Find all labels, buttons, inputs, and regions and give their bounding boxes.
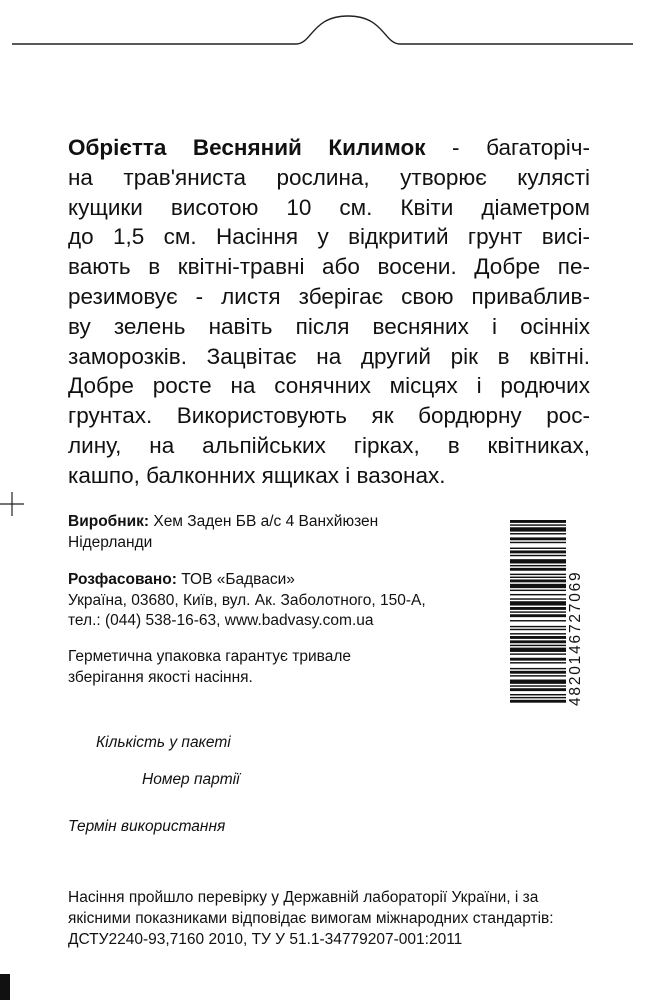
barcode-bar [510,688,566,691]
product-description [68,133,590,491]
description-line: грунтах. Використовують як бордюрну рос- [68,403,590,429]
barcode-bar [510,675,566,676]
barcode-bar [510,559,566,563]
certification-text: Насіння пройшло перевірку у Державній лабораторії України, і за якісними показниками відповідає вимогам міжнародних стандартів: ДСТУ2240-93,7160 2010, ТУ У 51.1-34779207-001:2011 [68,889,554,948]
description-first-line: Обрієтта Весняний Килимок - багаторіч- [68,135,590,160]
barcode-bar [510,590,566,591]
barcode-bar [510,584,566,588]
barcode-bar [510,607,566,610]
barcode-bar [510,555,566,556]
packaging-note: Герметична упаковка гарантує тривале зберігання якості насіння. [68,648,351,686]
barcode-bar [510,645,566,646]
barcode-bar [510,577,566,578]
quantity-field-label: Кількість у пакеті [96,734,231,751]
expiry-label: Термін використання [68,818,226,835]
packer-company: ТОВ «Бадваси» [176,571,295,588]
barcode-bar [510,636,566,639]
description-line: на трав'яниста рослина, утворює кулясті [68,164,590,190]
barcode-bar [510,533,566,534]
barcode-bar [510,542,566,543]
barcode-bar [510,658,566,661]
description-line: Добре росте на сонячних місцях і родючих [68,373,590,399]
description-line: кущики висотою 10 см. Квіти діаметром [68,194,590,220]
description-line: вають в квітні-травні або восени. Добре пе- [68,254,590,280]
packer-address: Україна, 03680, Київ, вул. Ак. Заболотного, 150-А, [68,591,426,609]
barcode-bars [510,520,566,703]
description-line: заморозків. Зацвітає на другий рік в квітні. [68,343,590,369]
barcode-digits: 4820146727069 [567,570,584,706]
producer-label: Виробник: [68,513,150,530]
packer-info [68,570,426,632]
barcode-bar [510,694,566,695]
barcode-bar [510,653,566,654]
barcode-bar [510,685,566,686]
barcode-bar [510,520,566,523]
description-line: резимовує - листя зберігає свою приваблив- [68,283,590,309]
description-line: кашпо, балконних ящиках і вазонах. [68,462,446,488]
registration-mark [0,492,24,516]
barcode-bar [510,671,566,674]
barcode-bar [510,524,566,525]
barcode-bar [510,537,566,540]
barcode-bar [510,680,566,684]
barcode-bar [510,611,566,612]
barcode-bar [510,668,566,669]
barcode-bar [510,633,566,634]
barcode-bar [510,700,566,703]
barcode-bar [510,574,566,575]
packer-contacts: тел.: (044) 538-16-63, www.badvasy.com.ua [68,612,374,629]
product-title: Обрієтта Весняний Килимок [68,135,426,160]
barcode-bar [510,614,566,617]
barcode-bar [510,626,566,627]
corner-mark [0,974,10,1000]
barcode [510,516,590,706]
barcode-bar [510,598,566,599]
producer-country: Нідерланди [68,533,153,551]
producer-info [68,512,378,553]
barcode-bar [510,548,566,549]
barcode-bar [510,579,566,582]
description-line: ву зелень навіть після весняних і осінніх [68,313,590,339]
description-line: до 1,5 см. Насіння у відкритий грунт висі- [68,224,590,250]
barcode-bar [510,527,566,531]
barcode-bar [510,648,566,652]
barcode-bar [510,550,566,553]
producer-address: Хем Заден БВ а/с 4 Ванхйюзен [149,513,379,530]
barcode-bar [510,640,566,643]
barcode-bar [510,594,566,595]
description-line: лину, на альпійських гірках, в квітниках, [68,432,590,458]
barcode-bar [510,629,566,630]
batch-number-label: Номер партії [142,771,240,788]
barcode-bar [510,662,566,663]
barcode-bar [510,601,566,605]
hang-hole-outline [0,0,645,80]
barcode-bar [510,565,566,566]
packer-label: Розфасовано: [68,571,177,588]
barcode-bar [510,568,566,571]
barcode-bar [510,697,566,698]
barcode-bar [510,620,566,621]
